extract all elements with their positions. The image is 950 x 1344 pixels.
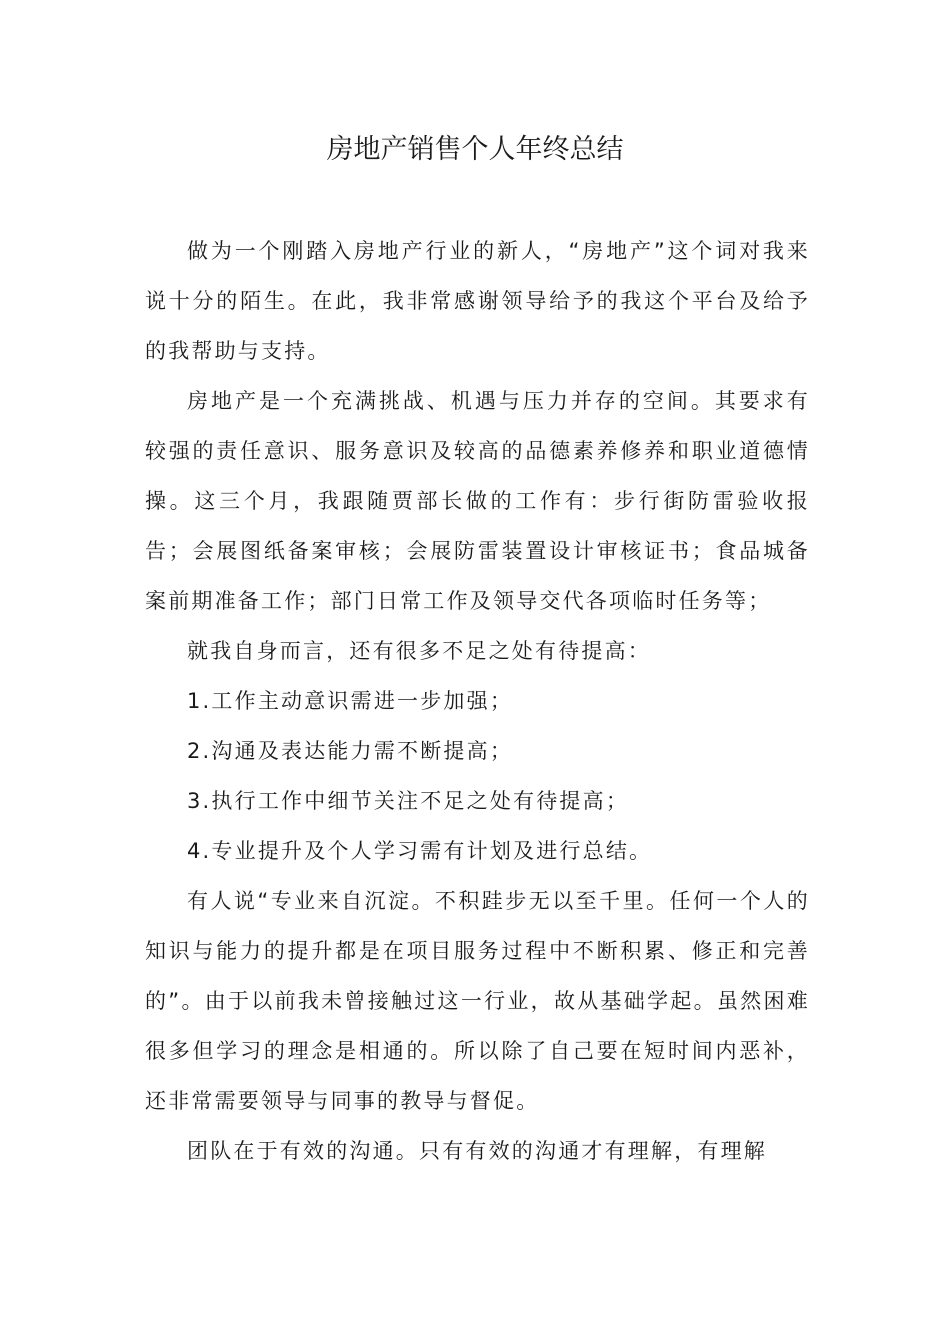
- document-body: [145, 226, 810, 1176]
- list-item-shortcoming-1: 1.工作主动意识需进一步加强；: [187, 689, 514, 713]
- paragraph-shortcomings-intro: 就我自身而言，还有很多不足之处有待提高：: [187, 639, 651, 663]
- document-title: 房地产销售个人年终总结: [326, 134, 624, 165]
- paragraph-learning: 有人说“专业来自沉淀。不积跬步无以至千里。任何一个人的知识与能力的提升都是在项目服务过程中不断积累、修正和完善的”。由于以前我未曾接触过这一行业，故从基础学起。虽然困难很多但学习的理念是相通的。所以除了自己要在短时间内恶补，还非常需要领导与同事的教导与督促。: [145, 889, 810, 1113]
- list-item-shortcoming-2: 2.沟通及表达能力需不断提高；: [187, 739, 514, 763]
- paragraph-team: 团队在于有效的沟通。只有有效的沟通才有理解，有理解: [187, 1139, 767, 1163]
- paragraph-intro: 做为一个刚踏入房地产行业的新人，“房地产”这个词对我来说十分的陌生。在此，我非常感谢领导给予的我这个平台及给予的我帮助与支持。: [145, 239, 810, 363]
- list-item-shortcoming-3: 3.执行工作中细节关注不足之处有待提高；: [187, 789, 630, 813]
- list-item-shortcoming-4: 4.专业提升及个人学习需有计划及进行总结。: [187, 839, 653, 863]
- paragraph-work-summary: 房地产是一个充满挑战、机遇与压力并存的空间。其要求有较强的责任意识、服务意识及较高的品德素养修养和职业道德情操。这三个月，我跟随贾部长做的工作有：步行街防雷验收报告；会展图纸备案审核；会展防雷装置设计审核证书；食品城备案前期准备工作；部门日常工作及领导交代各项临时任务等；: [145, 389, 810, 613]
